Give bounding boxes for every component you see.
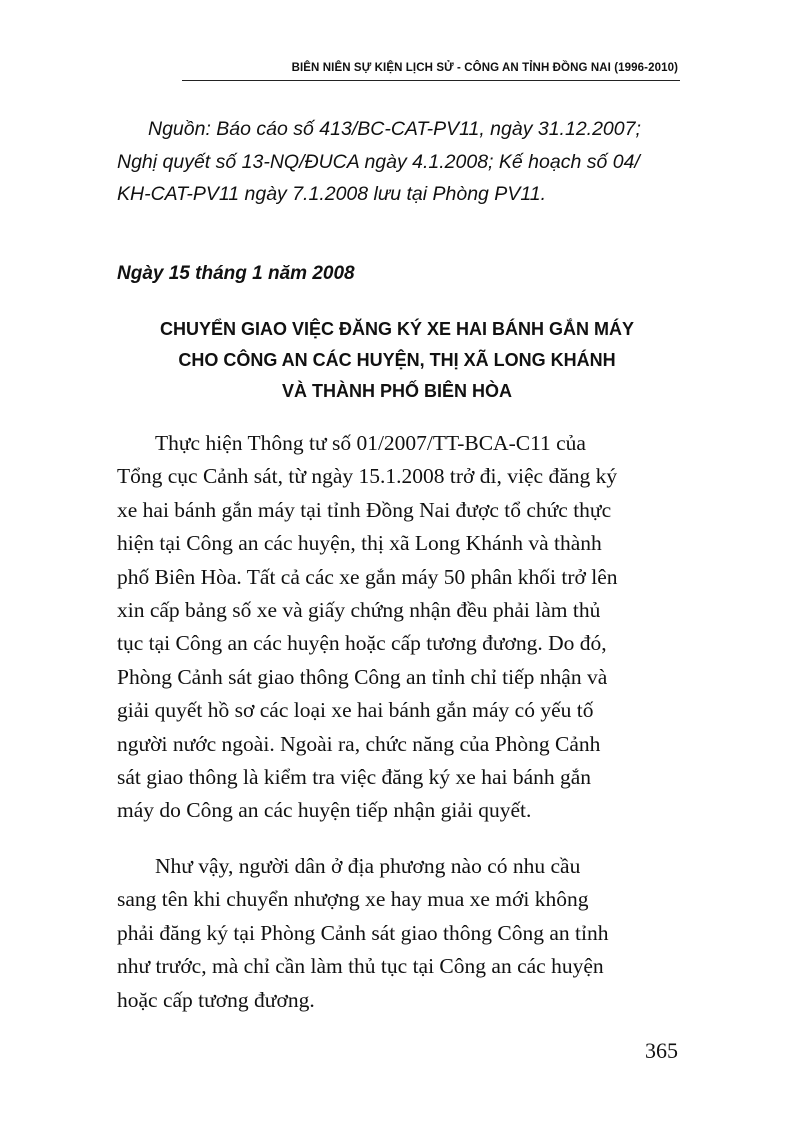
- header-rule: [182, 80, 680, 81]
- paragraph-line: Như vậy, người dân ở địa phương nào có nhu cầu: [155, 854, 581, 878]
- paragraph-line: máy do Công an các huyện tiếp nhận giải quyết.: [117, 798, 532, 823]
- source-note: [117, 113, 692, 211]
- entry-title-line: CHO CÔNG AN CÁC HUYỆN, THỊ XÃ LONG KHÁNH: [178, 350, 616, 370]
- paragraph-line: Phòng Cảnh sát giao thông Công an tỉnh chỉ tiếp nhận và: [117, 664, 608, 689]
- entry-title-line: CHUYỂN GIAO VIỆC ĐĂNG KÝ XE HAI BÁNH GẮN MÁY: [159, 319, 635, 339]
- entry-title-line: VÀ THÀNH PHỐ BIÊN HÒA: [281, 381, 512, 401]
- entry-title: [117, 314, 677, 407]
- paragraph-line: Tổng cục Cảnh sát, từ ngày 15.1.2008 trở đi, việc đăng ký: [117, 464, 618, 489]
- paragraph-line: phố Biên Hòa. Tất cả các xe gắn máy 50 phân khối trở lên: [117, 564, 618, 589]
- paragraph-line: tục tại Công an các huyện hoặc cấp tương đương. Do đó,: [117, 631, 607, 656]
- paragraph-line: xe hai bánh gắn máy tại tỉnh Đồng Nai được tổ chức thực: [117, 497, 612, 522]
- source-note-line: KH-CAT-PV11 ngày 7.1.2008 lưu tại Phòng PV11.: [117, 183, 546, 205]
- paragraph-line: phải đăng ký tại Phòng Cảnh sát giao thông Công an tỉnh: [117, 920, 609, 945]
- source-note-line: Nghị quyết số 13-NQ/ĐUCA ngày 4.1.2008; Kế hoạch số 04/: [117, 150, 640, 173]
- body-paragraph-1: [117, 427, 677, 828]
- paragraph-line: Thực hiện Thông tư số 01/2007/TT-BCA-C11 của: [155, 431, 586, 455]
- running-header: BIÊN NIÊN SỰ KIỆN LỊCH SỬ - CÔNG AN TỈNH ĐỒNG NAI (1996-2010): [291, 62, 678, 74]
- body-paragraph-2: [117, 850, 677, 1017]
- paragraph-line: xin cấp bảng số xe và giấy chứng nhận đều phải làm thủ: [117, 598, 601, 623]
- source-note-line: Nguồn: Báo cáo số 413/BC-CAT-PV11, ngày 31.12.2007;: [148, 118, 641, 140]
- paragraph-line: sát giao thông là kiểm tra việc đăng ký xe hai bánh gắn: [117, 765, 592, 790]
- paragraph-line: sang tên khi chuyển nhượng xe hay mua xe mới không: [117, 887, 589, 912]
- paragraph-line: người nước ngoài. Ngoài ra, chức năng của Phòng Cảnh: [117, 731, 601, 756]
- paragraph-line: giải quyết hồ sơ các loại xe hai bánh gắn máy có yếu tố: [117, 698, 594, 723]
- entry-date: Ngày 15 tháng 1 năm 2008: [117, 263, 355, 284]
- page-number: 365: [645, 1038, 678, 1063]
- paragraph-line: hoặc cấp tương đương.: [117, 987, 315, 1012]
- paragraph-line: như trước, mà chỉ cần làm thủ tục tại Công an các huyện: [117, 954, 604, 979]
- paragraph-line: hiện tại Công an các huyện, thị xã Long Khánh và thành: [117, 531, 602, 556]
